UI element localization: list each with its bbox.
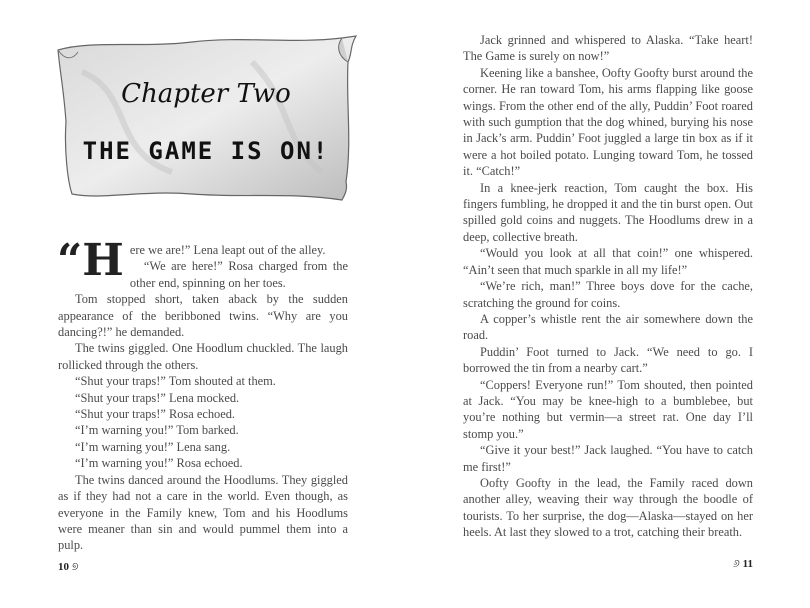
paragraph: Keening like a banshee, Oofty Goofty burst around the corner. He ran toward Tom, his arms flapping like goose wings. From the other end of the ally, Puddin’ Foot roared with such gumption that the dog whined, burying his nose in Jack’s arm. Puddin’ Foot juggled a large tin box as if it were a hot boiled potato. Lunging toward Tom, he tossed it. “Catch!” bbox=[463, 65, 753, 179]
parchment-scroll-icon bbox=[52, 32, 360, 204]
paragraph: Jack grinned and whispered to Alaska. “Take heart! The Game is surely on now!” bbox=[463, 33, 753, 64]
paragraph: “I’m warning you!” Rosa echoed. bbox=[75, 456, 243, 471]
paragraph: “Give it your best!” Jack laughed. “You have to catch me first!” bbox=[463, 443, 753, 474]
chapter-banner bbox=[52, 32, 360, 204]
paragraph: “I’m warning you!” Tom barked. bbox=[75, 423, 239, 438]
paragraph: “Would you look at all that coin!” one whispered. “Ain’t seen that much sparkle in all my life!” bbox=[463, 246, 753, 277]
page-number: 10 ୭ bbox=[58, 561, 79, 573]
chapter-title: THE GAME IS ON! bbox=[82, 137, 330, 165]
paragraph: “Shut your traps!” Rosa echoed. bbox=[75, 407, 236, 422]
paragraph: The twins giggled. One Hoodlum chuckled. The laugh rollicked through the others. bbox=[58, 341, 348, 372]
ornament-icon: ୬ bbox=[732, 558, 740, 570]
paragraph: “I’m warning you!” Lena sang. bbox=[75, 439, 231, 454]
drop-cap: “H bbox=[57, 235, 124, 286]
paragraph: In a knee-jerk reaction, Tom caught the box. His fingers fumbling, he dropped it and the tin burst open. Out spilled gold coins and nuggets. The Hoodlums drew in a deep, collective breath. bbox=[463, 180, 753, 244]
paragraph: “Coppers! Everyone run!” Tom shouted, then pointed at Jack. “You may be knee-high to a bumblebee, but you’re nothing but vermin—a street rat. One day I’ll stomp you.” bbox=[463, 377, 753, 441]
left-page-text bbox=[57, 235, 348, 554]
paragraph: The twins danced around the Hoodlums. They giggled as if they had not a care in the world. Even though, as everyone in the Family knew, Tom and his Hoodlums were meaner than sin and would pummel them into a pulp. bbox=[58, 472, 348, 553]
paragraph: A copper’s whistle rent the air somewhere down the road. bbox=[463, 311, 753, 343]
paragraph: “We’re rich, man!” Three boys dove for the cache, scratching the ground for coins. bbox=[463, 279, 753, 310]
paragraph: “Shut your traps!” Lena mocked. bbox=[75, 390, 240, 405]
paragraph: “Shut your traps!” Tom shouted at them. bbox=[75, 374, 276, 389]
chapter-number: Chapter Two bbox=[121, 79, 291, 109]
paragraph: “Here we are!” Lena leapt out of the alley. bbox=[57, 235, 326, 286]
paragraph: Tom stopped short, taken aback by the sudden appearance of the beribboned twins. “Why are you dancing?!” he demanded. bbox=[58, 292, 348, 340]
paragraph: Oofty Goofty in the lead, the Family raced down another alley, weaving their way through the boodle of tourists. To her surprise, the dog—Alaska—stayed on her heels. At last they slowed to a trot, catching their breath. bbox=[463, 475, 753, 540]
ornament-icon: ୭ bbox=[71, 561, 79, 573]
page-number: ୬ 11 bbox=[732, 558, 753, 570]
paragraph: “We are here!” Rosa charged from the other end, spinning on her toes. bbox=[129, 259, 348, 290]
paragraph: Puddin’ Foot turned to Jack. “We need to go. I borrowed the tin from a nearby cart.” bbox=[463, 344, 753, 376]
right-page bbox=[405, 0, 810, 608]
right-page-text bbox=[463, 32, 753, 541]
